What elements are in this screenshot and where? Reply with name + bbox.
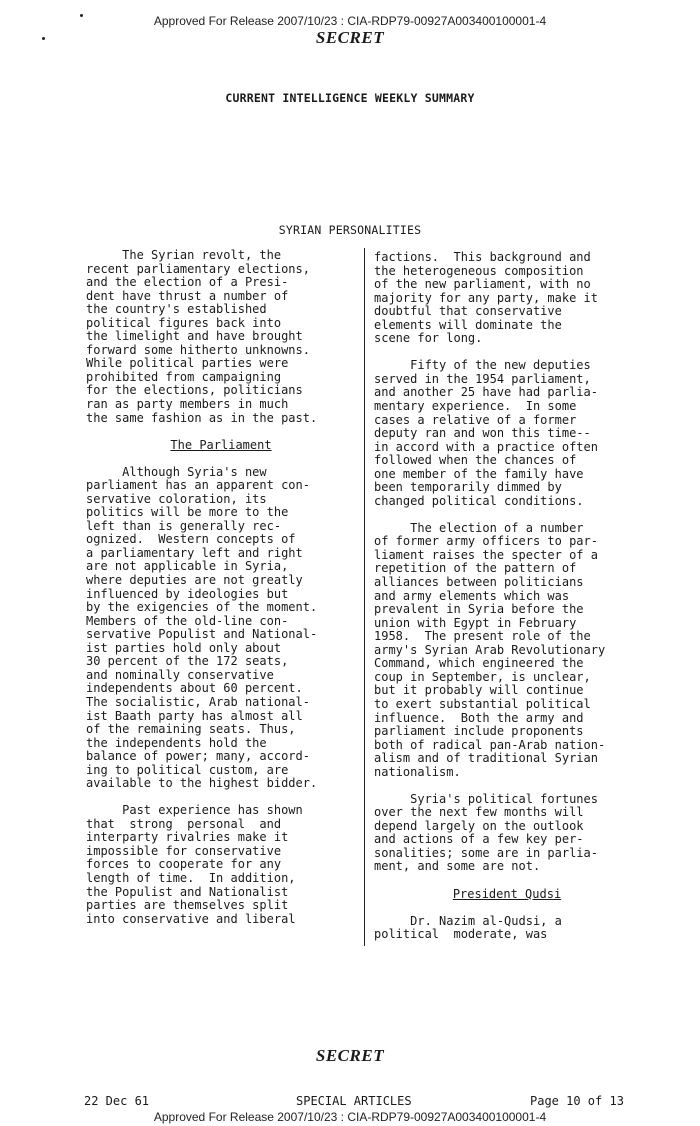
text-line: the independents hold the bbox=[86, 735, 267, 750]
text-line: 1958. The present role of the bbox=[374, 629, 591, 644]
text-line: ing to political custom, are bbox=[86, 762, 289, 777]
text-line: alliances between politicians bbox=[374, 575, 584, 590]
text-line: servative Populist and National- bbox=[86, 627, 318, 642]
classification-top: SECRET bbox=[315, 28, 385, 47]
text-line: recent parliamentary elections, bbox=[86, 261, 310, 276]
scan-speck bbox=[42, 37, 45, 40]
text-line: the country's established bbox=[86, 302, 267, 317]
paragraph bbox=[86, 804, 356, 926]
text-line: parliament has an apparent con- bbox=[86, 478, 310, 493]
paragraph bbox=[374, 522, 640, 779]
text-line: to exert substantial political bbox=[374, 696, 591, 711]
text-line: changed political conditions. bbox=[374, 493, 584, 508]
text-line: influence. Both the army and bbox=[374, 710, 584, 725]
text-line: by the exigencies of the moment. bbox=[86, 600, 318, 615]
text-line: Command, which engineered the bbox=[374, 656, 584, 671]
paragraph bbox=[374, 359, 640, 508]
text-line: served in the 1954 parliament, bbox=[374, 371, 591, 386]
text-line: ment, and some are not. bbox=[374, 859, 541, 874]
subheading: The Parliament bbox=[170, 437, 272, 452]
paragraph-gap bbox=[86, 452, 356, 466]
text-line: of the new parliament, with no bbox=[374, 277, 591, 292]
text-line: into conservative and liberal bbox=[86, 911, 296, 926]
footer-page: Page 10 of 13 bbox=[530, 1094, 624, 1108]
text-line: in accord with a practice often bbox=[374, 439, 598, 454]
column-divider bbox=[364, 248, 365, 946]
paragraph-gap bbox=[374, 779, 640, 793]
text-line: and the election of a Presi- bbox=[86, 275, 289, 290]
text-line: doubtful that conservative bbox=[374, 304, 562, 319]
text-line: elements will dominate the bbox=[374, 317, 562, 332]
text-line: liament raises the specter of a bbox=[374, 547, 598, 562]
paragraph bbox=[86, 466, 356, 791]
text-line: where deputies are not greatly bbox=[86, 573, 303, 588]
text-line: sonalities; some are in parlia- bbox=[374, 845, 598, 860]
text-line: scene for long. bbox=[374, 331, 483, 346]
text-line: ist Baath party has almost all bbox=[86, 708, 303, 723]
text-line: the limelight and have brought bbox=[86, 329, 303, 344]
document-title: CURRENT INTELLIGENCE WEEKLY SUMMARY bbox=[225, 91, 475, 105]
text-line: Dr. Nazim al-Qudsi, a bbox=[374, 913, 562, 928]
text-line: politics will be more to the bbox=[86, 505, 289, 520]
text-line: repetition of the pattern of bbox=[374, 561, 577, 576]
text-line: but it probably will continue bbox=[374, 683, 584, 698]
paragraph-gap bbox=[86, 791, 356, 805]
paragraph-gap bbox=[86, 425, 356, 439]
text-line: the Populist and Nationalist bbox=[86, 884, 289, 899]
text-line: prevalent in Syria before the bbox=[374, 602, 584, 617]
text-line: prohibited from campaigning bbox=[86, 369, 282, 384]
text-line: Syria's political fortunes bbox=[374, 791, 598, 806]
text-line: ist parties hold only about bbox=[86, 640, 282, 655]
release-footer: Approved For Release 2007/10/23 : CIA-RDP79-00927A003400100001-4 bbox=[153, 1110, 547, 1124]
text-line: The socialistic, Arab national- bbox=[86, 694, 310, 709]
text-line: union with Egypt in February bbox=[374, 615, 577, 630]
paragraph bbox=[374, 251, 640, 346]
paragraph-gap bbox=[374, 901, 640, 915]
text-line: left than is generally rec- bbox=[86, 518, 282, 533]
text-line: and nominally conservative bbox=[86, 667, 274, 682]
text-line: The Syrian revolt, the bbox=[86, 248, 282, 262]
text-line: that strong personal and bbox=[86, 816, 282, 831]
text-line: one member of the family have bbox=[374, 466, 584, 481]
release-header: Approved For Release 2007/10/23 : CIA-RDP79-00927A003400100001-4 bbox=[153, 14, 547, 28]
text-line: depend largely on the outlook bbox=[374, 818, 584, 833]
paragraph-gap bbox=[374, 346, 640, 360]
subheading: President Qudsi bbox=[452, 886, 562, 901]
text-line: over the next few months will bbox=[374, 805, 584, 820]
text-line: dent have thrust a number of bbox=[86, 288, 289, 303]
text-line: a parliamentary left and right bbox=[86, 545, 303, 560]
text-line: The election of a number bbox=[374, 520, 584, 535]
scan-speck bbox=[80, 14, 83, 17]
text-line: available to the highest bidder. bbox=[86, 776, 318, 791]
text-line: parties are themselves split bbox=[86, 898, 289, 913]
classification-bottom: SECRET bbox=[315, 1046, 385, 1065]
text-line: Fifty of the new deputies bbox=[374, 358, 591, 373]
right-column bbox=[374, 251, 640, 942]
text-line: Members of the old-line con- bbox=[86, 613, 289, 628]
text-line: of the remaining seats. Thus, bbox=[86, 722, 296, 737]
text-line: forces to cooperate for any bbox=[86, 857, 282, 872]
text-line: factions. This background and bbox=[374, 250, 591, 264]
text-line: political moderate, was bbox=[374, 927, 548, 942]
text-line: balance of power; many, accord- bbox=[86, 749, 310, 764]
text-line: Past experience has shown bbox=[86, 803, 303, 818]
paragraph-gap bbox=[374, 508, 640, 522]
text-line: impossible for conservative bbox=[86, 843, 282, 858]
text-line: of former army officers to par- bbox=[374, 534, 598, 549]
text-line: deputy ran and won this time-- bbox=[374, 426, 591, 441]
text-line: army's Syrian Arab Revolutionary bbox=[374, 642, 606, 657]
text-line: for the elections, politicians bbox=[86, 383, 303, 398]
text-line: majority for any party, make it bbox=[374, 290, 598, 305]
text-line: political figures back into bbox=[86, 315, 282, 330]
text-line: been temporarily dimmed by bbox=[374, 480, 562, 495]
text-line: mentary experience. In some bbox=[374, 398, 577, 413]
text-line: forward some hitherto unknowns. bbox=[86, 342, 310, 357]
text-line: the heterogeneous composition bbox=[374, 263, 584, 278]
text-line: and army elements which was bbox=[374, 588, 570, 603]
footer-section: SPECIAL ARTICLES bbox=[296, 1094, 412, 1108]
text-line: While political parties were bbox=[86, 356, 289, 371]
text-line: followed when the chances of bbox=[374, 453, 577, 468]
text-line: independents about 60 percent. bbox=[86, 681, 303, 696]
text-line: parliament include proponents bbox=[374, 724, 584, 739]
text-line: cases a relative of a former bbox=[374, 412, 577, 427]
text-line: 30 percent of the 172 seats, bbox=[86, 654, 289, 669]
paragraph bbox=[374, 915, 640, 942]
text-line: servative coloration, its bbox=[86, 491, 267, 506]
text-line: the same fashion as in the past. bbox=[86, 410, 318, 425]
text-line: are not applicable in Syria, bbox=[86, 559, 289, 574]
text-line: influenced by ideologies but bbox=[86, 586, 289, 601]
text-line: ran as party members in much bbox=[86, 397, 289, 412]
paragraph bbox=[86, 249, 356, 425]
paragraph bbox=[374, 793, 640, 874]
text-line: and actions of a few key per- bbox=[374, 832, 584, 847]
text-line: length of time. In addition, bbox=[86, 871, 296, 886]
paragraph-gap bbox=[374, 874, 640, 888]
text-line: ognized. Western concepts of bbox=[86, 532, 296, 547]
text-line: interparty rivalries make it bbox=[86, 830, 289, 845]
text-line: and another 25 have had parlia- bbox=[374, 385, 598, 400]
footer-date: 22 Dec 61 bbox=[84, 1094, 150, 1108]
section-title: SYRIAN PERSONALITIES bbox=[278, 223, 422, 237]
text-line: coup in September, is unclear, bbox=[374, 669, 591, 684]
text-line: both of radical pan-Arab nation- bbox=[374, 737, 606, 752]
text-line: nationalism. bbox=[374, 764, 461, 779]
text-line: alism and of traditional Syrian bbox=[374, 751, 598, 766]
left-column bbox=[86, 249, 356, 926]
text-line: Although Syria's new bbox=[86, 464, 267, 479]
